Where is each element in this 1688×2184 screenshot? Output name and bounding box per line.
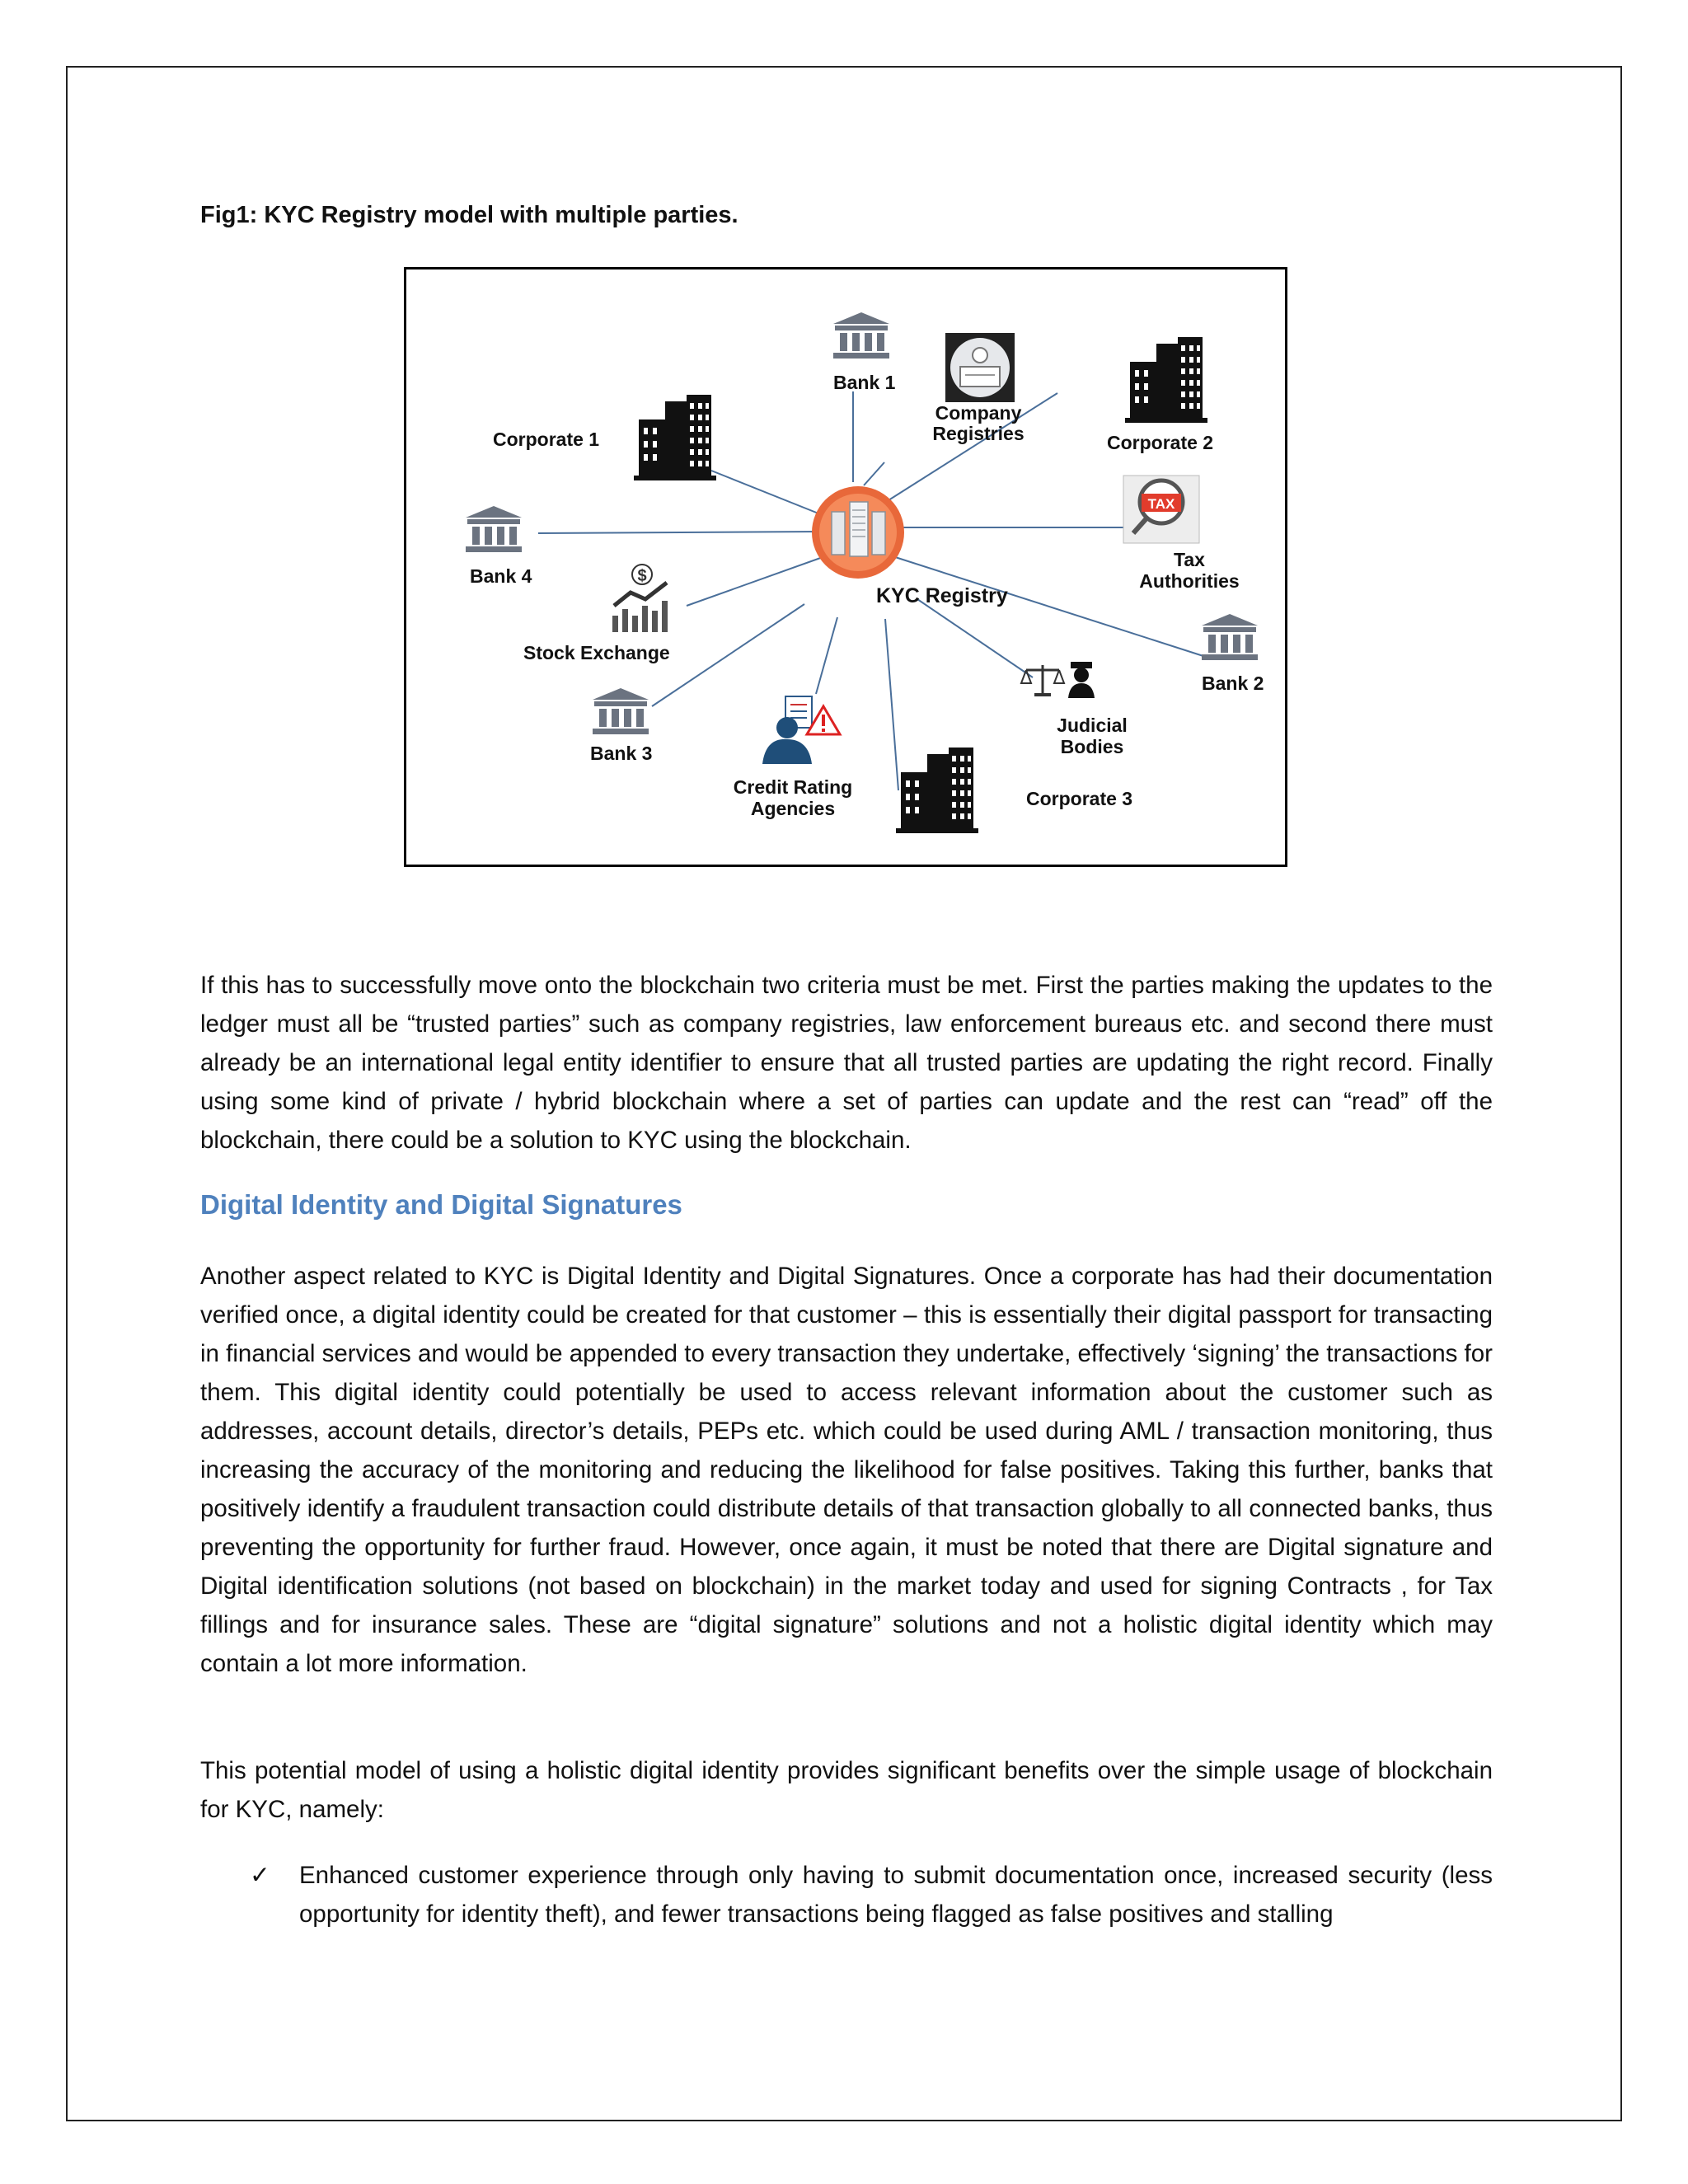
corporate2-building-icon bbox=[1125, 337, 1207, 423]
bank4-label: Bank 4 bbox=[470, 565, 532, 587]
link-credit-rating bbox=[816, 617, 837, 694]
bank2-label: Bank 2 bbox=[1202, 673, 1264, 694]
link-bank3 bbox=[652, 604, 804, 706]
bank2-icon bbox=[1202, 614, 1258, 660]
corporate2-label: Corporate 2 bbox=[1107, 432, 1214, 453]
company-registries-label-1: Company bbox=[935, 402, 1022, 424]
corporate3-label: Corporate 3 bbox=[1026, 788, 1133, 809]
bank3-label: Bank 3 bbox=[590, 743, 653, 764]
tax-label-1: Tax bbox=[1174, 549, 1205, 570]
kyc-registry-hub-icon bbox=[812, 486, 904, 579]
link-judicial bbox=[917, 599, 1033, 677]
paragraph-digital-identity bbox=[200, 1257, 1493, 1683]
paragraph-text: If this has to successfully move onto the blockchain two criteria must be met. First the parties making the updates to the ledger must all be “trusted parties” such as company registries, law enforcement bureaus etc. and second there must already be an international legal entity identifier to ensure that all trusted parties are updating the right record. Finally using some kind of private / hybrid blockchain where a set of parties can update and the rest can “read” off the blockchain, there could be a solution to KYC using the blockchain. bbox=[200, 972, 1493, 1154]
bank1-label: Bank 1 bbox=[833, 372, 896, 393]
tax-icon-text: TAX bbox=[1147, 496, 1175, 512]
link-company-registries bbox=[864, 462, 884, 485]
figure-caption: Fig1: KYC Registry model with multiple parties. bbox=[200, 202, 738, 228]
section-heading: Digital Identity and Digital Signatures bbox=[200, 1189, 682, 1220]
bank4-icon bbox=[466, 506, 522, 552]
bank3-icon bbox=[593, 688, 649, 734]
bullet-text: Enhanced customer experience through only having to submit documentation once, increased security (less opportunity for identity theft), and fewer transactions being flagged as false positives and stalling bbox=[299, 1862, 1493, 1928]
stock-exchange-icon bbox=[612, 565, 668, 632]
credit-rating-label-1: Credit Rating bbox=[733, 776, 853, 798]
checkmark-icon: ✓ bbox=[250, 1862, 270, 1889]
paragraph-text: This potential model of using a holistic digital identity provides significant benefits over the simple usage of blockchain for KYC, namely: bbox=[200, 1757, 1493, 1823]
credit-rating-icon bbox=[762, 696, 840, 764]
stock-exchange-label: Stock Exchange bbox=[523, 642, 670, 663]
company-registries-icon bbox=[945, 333, 1015, 402]
kyc-registry-figure bbox=[404, 267, 1287, 867]
paragraph-benefits-intro bbox=[200, 1751, 1493, 1829]
link-corporate3 bbox=[885, 619, 898, 790]
company-registries-label-2: Registries bbox=[932, 423, 1025, 444]
link-stock-exchange bbox=[687, 556, 825, 606]
judicial-label-1: Judicial bbox=[1057, 715, 1128, 736]
corporate1-building-icon bbox=[634, 395, 716, 480]
kyc-registry-label: KYC Registry bbox=[876, 584, 1008, 607]
judicial-bodies-icon bbox=[1021, 662, 1095, 698]
link-bank4 bbox=[538, 532, 823, 533]
credit-rating-label-2: Agencies bbox=[750, 798, 836, 819]
paragraph-text: Another aspect related to KYC is Digital Identity and Digital Signatures. Once a corporate has had their documentation verified once, a digital identity could be created for that customer – this is essentially their digital passport for transacting in financial services and would be appended to every transaction they undertake, effectively ‘signing’ the transactions for them. This digital identity could potentially be used to access relevant information about the customer such as addresses, account details, director’s details, PEPs etc. which could be used during AML / transaction monitoring, thus increasing the accuracy of the monitoring and reducing the likelihood for false positives. Taking this further, banks that positively identify a fraudulent transaction could distribute details of that transaction globally to all connected banks, thus preventing the opportunity for further fraud. However, once again, it must be noted that there are Digital signature and Digital identification solutions (not based on blockchain) in the market today and used for signing Contracts , for Tax fillings and for insurance sales. These are “digital signature” solutions and not a holistic digital identity which may contain a lot more information. bbox=[200, 1263, 1493, 1677]
link-corporate1 bbox=[711, 471, 827, 517]
bullet-item bbox=[200, 1856, 1493, 1933]
svg-text:$: $ bbox=[637, 567, 647, 585]
bank1-icon bbox=[833, 312, 889, 359]
corporate3-building-icon bbox=[896, 748, 978, 833]
corporate1-label: Corporate 1 bbox=[493, 429, 600, 450]
judicial-label-2: Bodies bbox=[1060, 736, 1124, 757]
tax-label-2: Authorities bbox=[1139, 570, 1240, 592]
kyc-diagram bbox=[406, 269, 1285, 865]
paragraph-blockchain-criteria bbox=[200, 966, 1493, 1160]
